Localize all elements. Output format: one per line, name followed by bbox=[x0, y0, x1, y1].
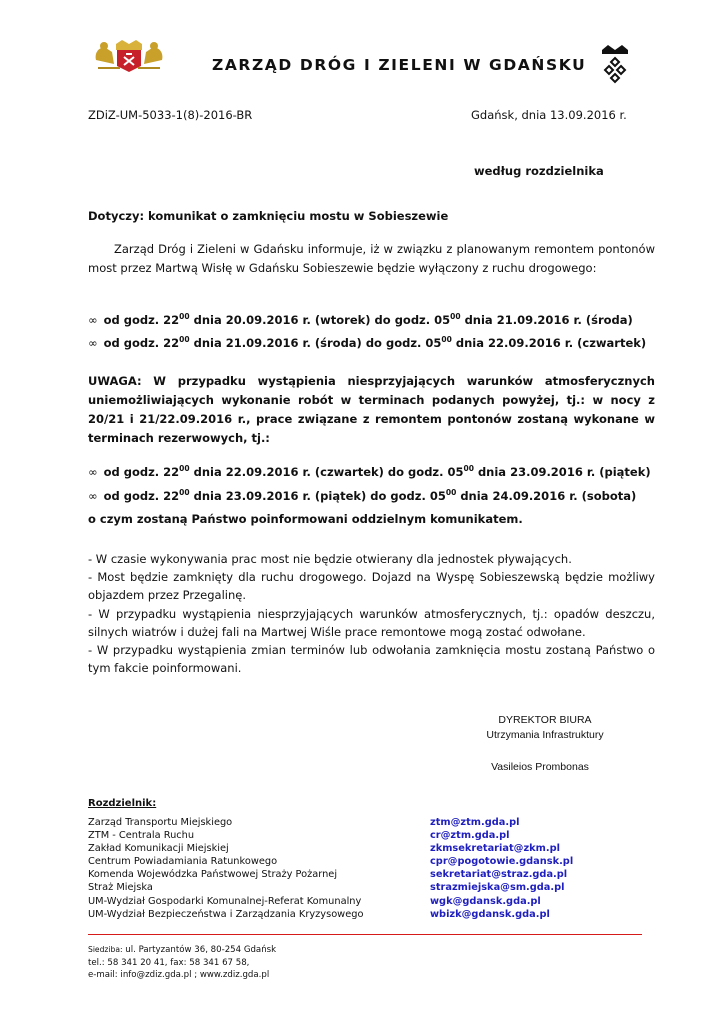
infinity-bullet-icon: ∞ bbox=[88, 336, 98, 350]
document-reference: ZDiZ-UM-5033-1(8)-2016-BR bbox=[88, 108, 253, 122]
email-link[interactable]: cpr@pogotowie.gdansk.pl bbox=[430, 856, 574, 868]
email-link[interactable]: zkmsekretariat@zkm.pl bbox=[430, 843, 560, 855]
infinity-bullet-icon: ∞ bbox=[88, 489, 98, 503]
email-link[interactable]: cr@ztm.gda.pl bbox=[430, 830, 510, 842]
subject-line: Dotyczy: komunikat o zamknięciu mostu w Sobieszewie bbox=[88, 209, 449, 223]
infinity-bullet-icon: ∞ bbox=[88, 465, 98, 479]
notes-list bbox=[88, 550, 655, 677]
email-link[interactable]: strazmiejska@sm.gda.pl bbox=[430, 882, 565, 894]
list-item: Zakład Komunikacji Miejskiej bbox=[88, 843, 229, 855]
intro-paragraph: Zarząd Dróg i Zieleni w Gdańsku informuje, iż w związku z planowanym remontem pontonów most przez Martwą Wisłę w Gdańsku Sobieszewie będzie wyłączony z ruchu drogowego: bbox=[88, 242, 655, 275]
distribution-heading: Rozdzielnik: bbox=[88, 798, 157, 809]
zdiz-emblem-logo bbox=[598, 42, 632, 88]
footer-email-web: e-mail: info@zdiz.gda.pl ; www.zdiz.gda.pl bbox=[88, 970, 270, 981]
email-link[interactable]: wgk@gdansk.gda.pl bbox=[430, 895, 541, 907]
footer-contact bbox=[88, 944, 276, 982]
infinity-bullet-icon: ∞ bbox=[88, 313, 98, 327]
reserve-period-2: ∞ od godz. $22^{00}$ dnia 23.09.2016 r. (piątek) do godz. $05^{00}$ dnia 24.09.2016 r. (sobota) bbox=[88, 488, 637, 503]
email-link[interactable]: wbizk@gdansk.gda.pl bbox=[430, 908, 550, 920]
warning-conclusion: o czym zostaną Państwo poinformowani oddzielnym komunikatem. bbox=[88, 512, 523, 526]
recipient-line: według rozdzielnika bbox=[474, 164, 604, 178]
footer-divider bbox=[88, 934, 642, 935]
closure-period-2: ∞ od godz. $22^{00}$ dnia 21.09.2016 r. (środa) do godz. $05^{00}$ dnia 22.09.2016 r. (czwartek) bbox=[88, 335, 647, 350]
signature-department: Utrzymania Infrastruktury bbox=[486, 729, 604, 741]
reserve-period-1: ∞ od godz. $22^{00}$ dnia 22.09.2016 r. (czwartek) do godz. $05^{00}$ dnia 23.09.2016 r. (piątek) bbox=[88, 464, 651, 479]
distribution-emails bbox=[430, 816, 573, 921]
place-and-date: Gdańsk, dnia 13.09.2016 r. bbox=[471, 108, 627, 122]
note-item: - Most będzie zamknięty dla ruchu drogowego. Dojazd na Wyspę Sobieszewską będzie możliwy objazdem przez Przegalinę. bbox=[88, 570, 655, 603]
list-item: ZTM - Centrala Ruchu bbox=[88, 830, 195, 842]
list-item: Komenda Wojewódzka Państwowej Straży Pożarnej bbox=[88, 869, 338, 881]
warning-paragraph: UWAGA: W przypadku wystąpienia niesprzyjających warunków atmosferycznych uniemożliwiających wykonanie robót w terminach podanych powyżej, tj.: w nocy z 20/21 i 21/22.09.2016 r., prace związane z remontem pontonów zostaną wykonane w terminach rezerwowych, tj.: bbox=[88, 374, 655, 445]
email-link[interactable]: ztm@ztm.gda.pl bbox=[430, 817, 520, 828]
list-item: Centrum Powiadamiania Ratunkowego bbox=[88, 856, 278, 868]
email-link[interactable]: sekretariat@straz.gda.pl bbox=[430, 869, 568, 881]
note-item: - W przypadku wystąpienia zmian terminów lub odwołania zamknięcia mostu zostaną Państwo o tym fakcie poinformowani. bbox=[88, 643, 655, 676]
list-item: UM-Wydział Gospodarki Komunalnej-Referat Komunalny bbox=[88, 895, 362, 907]
note-item: - W czasie wykonywania prac most nie będzie otwierany dla jednostek pływających. bbox=[88, 552, 572, 566]
signature-title: DYREKTOR BIURA bbox=[498, 714, 592, 726]
list-item: Straż Miejska bbox=[88, 882, 153, 894]
list-item: UM-Wydział Bezpieczeństwa i Zarządzania Kryzysowego bbox=[88, 908, 364, 920]
footer-phone: tel.: 58 341 20 41, fax: 58 341 67 58, bbox=[88, 957, 250, 968]
signature-name: Vasileios Prombonas bbox=[491, 761, 589, 773]
footer-address: Siedziba: ul. Partyzantów 36, 80-254 Gdańsk bbox=[88, 945, 277, 955]
gdansk-coat-of-arms-logo bbox=[90, 38, 168, 72]
list-item: Zarząd Transportu Miejskiego bbox=[88, 817, 233, 828]
closure-period-1: ∞ od godz. $22^{00}$ dnia 20.09.2016 r. (wtorek) do godz. $05^{00}$ dnia 21.09.2016 r. (środa) bbox=[88, 312, 633, 327]
organization-title: ZARZĄD DRÓG I ZIELENI W GDAŃSKU bbox=[212, 56, 587, 74]
distribution-names bbox=[88, 816, 363, 921]
note-item: - W przypadku wystąpienia niesprzyjających warunków atmosferycznych, tj.: opadów deszczu, silnych wiatrów i dużej fali na Martwej Wiśle prace remontowe mogą zostać odwołane. bbox=[88, 606, 655, 639]
